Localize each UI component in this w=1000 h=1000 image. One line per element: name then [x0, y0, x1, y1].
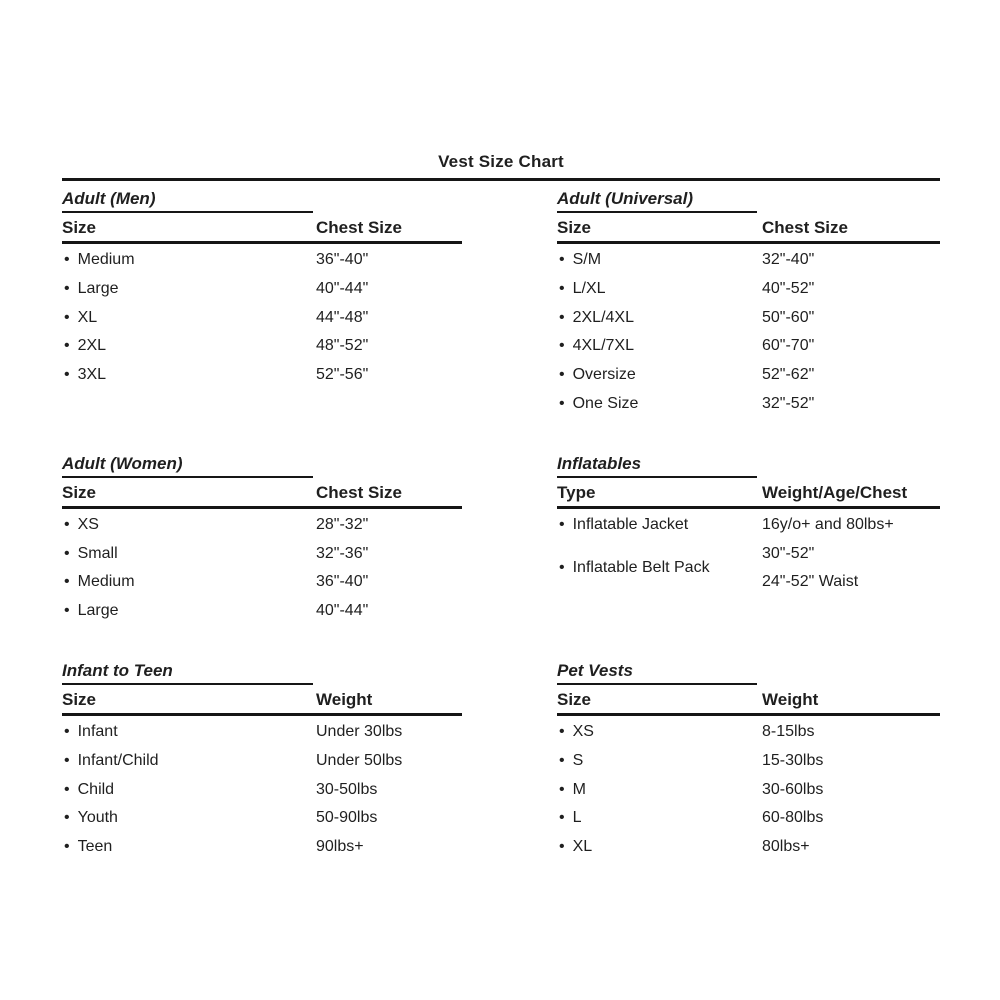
table-row: [62, 275, 462, 304]
bullet-icon: •: [559, 366, 565, 384]
bullet-icon: •: [64, 780, 70, 798]
row-value: [762, 511, 940, 540]
row-value-line: 28"-32": [316, 515, 369, 533]
tables-grid: [62, 188, 940, 862]
row-value-line: 32"-52": [762, 394, 815, 412]
row-value: [316, 275, 462, 304]
row-label-text: S: [572, 751, 584, 769]
row-label: [62, 246, 316, 275]
row-value-line: 30"-52": [762, 544, 815, 562]
bullet-icon: •: [64, 544, 70, 562]
bullet-icon: •: [64, 573, 70, 591]
table-adult-men: [62, 188, 462, 419]
row-value-line: 40"-52": [762, 279, 815, 297]
row-value-line: 44"-48": [316, 308, 369, 326]
table-row: [62, 361, 462, 390]
column-header: Type: [557, 482, 596, 502]
table-row: [62, 568, 462, 597]
row-value-line: 90lbs+: [316, 838, 364, 856]
row-label: [62, 568, 316, 597]
page-title: Vest Size Chart: [438, 152, 564, 171]
row-label-text: Teen: [77, 838, 113, 856]
table-row: [557, 540, 940, 598]
column-headers: [62, 689, 462, 716]
row-value: [316, 304, 462, 333]
table-pet-vests: [557, 660, 940, 862]
table-row: [62, 597, 462, 626]
title-divider: [62, 178, 940, 181]
column-header: Chest Size: [316, 482, 402, 502]
bullet-icon: •: [64, 279, 70, 297]
table-rows: [62, 718, 462, 862]
bullet-icon: •: [64, 515, 70, 533]
row-label: [557, 275, 762, 304]
row-value: [762, 361, 940, 390]
row-value: [762, 246, 940, 275]
row-value-line: 30-60lbs: [762, 780, 824, 798]
row-value: [316, 540, 462, 569]
bullet-icon: •: [64, 337, 70, 355]
table-rows: [557, 718, 940, 862]
row-label: [557, 332, 762, 361]
column-headers: [557, 689, 940, 716]
row-label: [557, 718, 762, 747]
table-row: [557, 833, 940, 862]
row-label-text: XL: [572, 838, 593, 856]
row-value-line: 30-50lbs: [316, 780, 378, 798]
row-label: [557, 554, 762, 583]
column-header: Chest Size: [762, 218, 848, 237]
table-row: [62, 511, 462, 540]
row-value-line: 52"-56": [316, 366, 369, 384]
bullet-icon: •: [559, 279, 565, 297]
row-value-line: Under 50lbs: [316, 751, 403, 769]
table-rows: [557, 246, 940, 419]
row-value-line: 40"-44": [316, 279, 369, 297]
bullet-icon: •: [64, 251, 70, 268]
bullet-icon: •: [64, 751, 70, 769]
section-title: Infant to Teen: [62, 660, 313, 685]
table-row: [557, 804, 940, 833]
row-label-text: 2XL: [77, 337, 107, 355]
table-row: [62, 718, 462, 747]
row-label: [557, 304, 762, 333]
row-label-text: 3XL: [77, 366, 107, 384]
column-header: Size: [62, 689, 97, 709]
row-value-line: 48"-52": [316, 337, 369, 355]
row-value: [762, 332, 940, 361]
bullet-icon: •: [559, 780, 565, 798]
section-title: Pet Vests: [557, 660, 757, 685]
row-label-text: XL: [77, 308, 98, 326]
row-label-text: Child: [77, 780, 115, 798]
bullet-icon: •: [64, 602, 70, 620]
row-value-line: 36"-40": [316, 251, 369, 268]
row-label: [557, 390, 762, 419]
column-header: Size: [62, 218, 97, 237]
bullet-icon: •: [559, 809, 565, 827]
row-value: [762, 776, 940, 805]
row-value-line: 32"-36": [316, 544, 369, 562]
row-label-text: Infant/Child: [77, 751, 159, 769]
row-value: [762, 390, 940, 419]
table-row: [557, 718, 940, 747]
row-value: [316, 833, 462, 862]
row-label: [557, 804, 762, 833]
table-infant-to-teen: [62, 660, 462, 862]
column-header: Weight: [762, 689, 819, 709]
row-label: [62, 597, 316, 626]
column-header: Size: [62, 482, 97, 502]
section-title: Inflatables: [557, 453, 757, 478]
row-value: [762, 833, 940, 862]
row-value: [762, 275, 940, 304]
bullet-icon: •: [64, 366, 70, 384]
table-row: [557, 361, 940, 390]
row-label: [62, 332, 316, 361]
row-label: [557, 511, 762, 540]
row-label: [62, 511, 316, 540]
row-label: [62, 718, 316, 747]
bullet-icon: •: [559, 722, 565, 740]
row-value-line: 80lbs+: [762, 838, 810, 856]
row-label: [557, 833, 762, 862]
bullet-icon: •: [559, 558, 565, 576]
row-value-line: 60-80lbs: [762, 809, 824, 827]
row-value-line: 52"-62": [762, 366, 815, 384]
row-label-text: L: [572, 809, 582, 827]
row-label: [62, 304, 316, 333]
column-header: Weight: [316, 689, 373, 709]
table-row: [557, 246, 940, 275]
row-value: [316, 597, 462, 626]
row-label: [557, 747, 762, 776]
column-headers: [62, 217, 462, 244]
row-value: [316, 361, 462, 390]
table-row: [557, 332, 940, 361]
bullet-icon: •: [559, 515, 565, 533]
table-row: [62, 540, 462, 569]
row-label-text: Youth: [77, 809, 118, 827]
table-adult-women: [62, 453, 462, 626]
table-rows: [557, 511, 940, 597]
row-label: [62, 275, 316, 304]
row-label-text: M: [572, 780, 586, 798]
row-label-text: Inflatable Belt Pack: [572, 558, 710, 576]
row-label: [62, 833, 316, 862]
row-label: [557, 361, 762, 390]
row-label-text: XS: [572, 722, 594, 740]
row-label-text: Large: [77, 602, 119, 620]
table-row: [62, 833, 462, 862]
row-value: [316, 332, 462, 361]
table-row: [557, 275, 940, 304]
table-row: [557, 511, 940, 540]
bullet-icon: •: [559, 308, 565, 326]
row-value-line: Under 30lbs: [316, 722, 403, 740]
table-row: [62, 747, 462, 776]
row-value-line: 8-15lbs: [762, 722, 815, 740]
row-value: [316, 747, 462, 776]
row-value-line: 50-90lbs: [316, 809, 378, 827]
row-value-line: 24"-52" Waist: [762, 573, 859, 591]
row-value: [316, 804, 462, 833]
table-row: [557, 747, 940, 776]
row-label: [62, 804, 316, 833]
table-row: [62, 804, 462, 833]
bullet-icon: •: [559, 337, 565, 355]
row-label-text: S/M: [572, 251, 602, 268]
table-rows: [62, 511, 462, 626]
table-rows: [62, 246, 462, 390]
bullet-icon: •: [64, 838, 70, 856]
row-value: [316, 718, 462, 747]
row-value: [316, 568, 462, 597]
row-value: [762, 747, 940, 776]
column-header: Size: [557, 689, 592, 709]
column-header: Size: [557, 218, 592, 237]
row-label-text: Inflatable Jacket: [572, 515, 689, 533]
table-adult-universal: [557, 188, 940, 419]
row-value-line: 16y/o+ and 80lbs+: [762, 515, 894, 533]
row-label: [62, 776, 316, 805]
row-value: [316, 246, 462, 275]
bullet-icon: •: [559, 251, 565, 268]
column-header: Chest Size: [316, 218, 402, 237]
row-label-text: Medium: [77, 251, 135, 268]
row-label-text: XS: [77, 515, 99, 533]
row-label-text: One Size: [572, 394, 639, 412]
row-value-line: 50"-60": [762, 308, 815, 326]
row-label-text: Small: [77, 544, 118, 562]
row-label-text: Oversize: [572, 366, 636, 384]
bullet-icon: •: [559, 751, 565, 769]
row-label-text: Large: [77, 279, 119, 297]
row-value-line: 60"-70": [762, 337, 815, 355]
bullet-icon: •: [64, 722, 70, 740]
table-row: [62, 304, 462, 333]
row-value: [762, 540, 940, 598]
row-label: [62, 361, 316, 390]
row-value-line: 36"-40": [316, 573, 369, 591]
bullet-icon: •: [559, 394, 565, 412]
column-headers: [557, 217, 940, 244]
table-row: [62, 246, 462, 275]
table-row: [557, 776, 940, 805]
row-value: [762, 304, 940, 333]
column-headers: [557, 482, 940, 509]
column-header: Weight/Age/Chest: [762, 482, 908, 502]
row-label-text: Infant: [77, 722, 118, 740]
row-value: [316, 776, 462, 805]
bullet-icon: •: [559, 838, 565, 856]
section-title: Adult (Universal): [557, 188, 757, 213]
table-row: [557, 390, 940, 419]
row-value-line: 32"-40": [762, 251, 815, 268]
bullet-icon: •: [64, 308, 70, 326]
row-label: [62, 540, 316, 569]
row-label-text: 4XL/7XL: [572, 337, 634, 355]
table-row: [62, 776, 462, 805]
table-inflatables: [557, 453, 940, 626]
row-label-text: 2XL/4XL: [572, 308, 634, 326]
section-title: Adult (Women): [62, 453, 313, 478]
row-label: [62, 747, 316, 776]
table-row: [557, 304, 940, 333]
row-label-text: L/XL: [572, 279, 606, 297]
row-value: [762, 718, 940, 747]
bullet-icon: •: [64, 809, 70, 827]
row-value-line: 15-30lbs: [762, 751, 824, 769]
row-label: [557, 246, 762, 275]
table-row: [62, 332, 462, 361]
column-headers: [62, 482, 462, 509]
section-title: Adult (Men): [62, 188, 313, 213]
row-label: [557, 776, 762, 805]
row-label-text: Medium: [77, 573, 135, 591]
row-value: [762, 804, 940, 833]
row-value: [316, 511, 462, 540]
row-value-line: 40"-44": [316, 602, 369, 620]
